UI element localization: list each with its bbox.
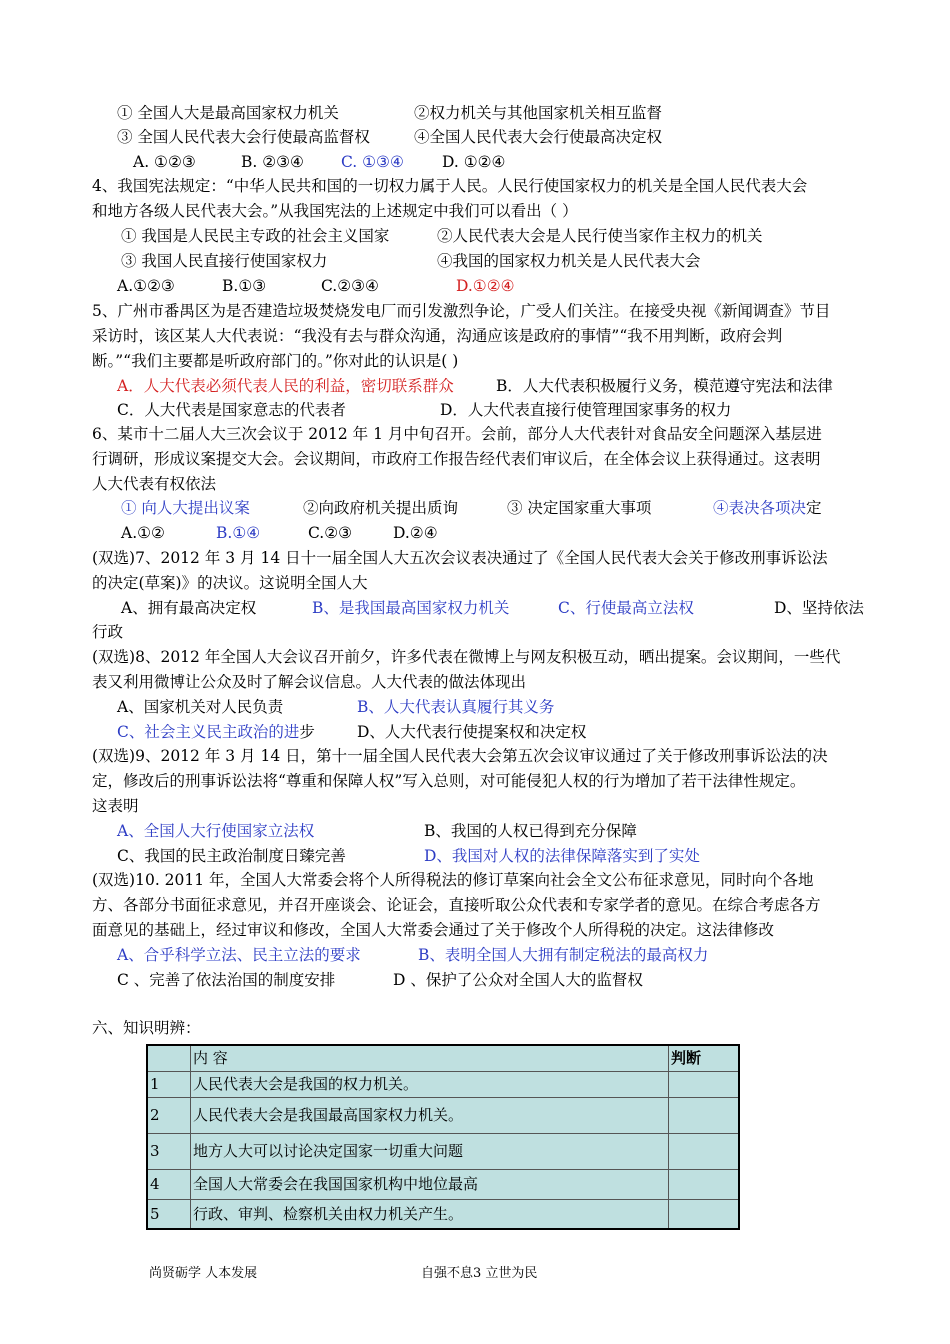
q6-option-2: ②向政府机关提出质询: [303, 499, 459, 517]
q6-option-4-highlight: ④表决各项决: [713, 499, 807, 517]
q9-choice-a: A、全国人大行使国家立法权: [117, 822, 315, 840]
q7-choice-b: B、是我国最高国家权力机关: [312, 599, 510, 617]
q10-choice-d: D 、保护了公众对全国人大的监督权: [393, 971, 643, 989]
q3-option-4: ④全国人民代表大会行使最高决定权: [414, 128, 663, 146]
table-row: [147, 1133, 739, 1169]
q10-line-1: (双选)10. 2011 年，全国人大常委会将个人所得税法的修订草案向社会全文公布征求意见，同时向个各地: [92, 871, 814, 889]
q8-choice-c-tail: 步: [299, 723, 315, 741]
q4-option-1: ① 我国是人民民主专政的社会主义国家: [121, 227, 390, 245]
q7-choice-c: C、行使最高立法权: [558, 599, 694, 617]
row-statement: 行政、审判、检察机关由权力机关产生。: [191, 1199, 669, 1229]
q4-option-4: ④我国的国家权力机关是人民代表大会: [437, 252, 701, 270]
footer-left: 尚贤砺学 人本发展: [149, 1266, 258, 1281]
q6-line-1: 6、某市十二届人大三次会议于 2012 年 1 月中旬召开。会前，部分人大代表针对食品安全问题深入基层进: [92, 425, 822, 443]
q9-line-1: (双选)9、2012 年 3 月 14 日，第十一届全国人民代表大会第五次会议审议通过了关于修改刑事诉讼法的决: [92, 747, 828, 765]
q8-choice-d: D、人大代表行使提案权和决定权: [357, 723, 587, 741]
q5-choice-a: A．人大代表必须代表人民的利益，密切联系群众: [117, 377, 454, 395]
row-judge-cell[interactable]: [669, 1071, 740, 1097]
q6-choice-a: A.①②: [121, 524, 165, 542]
q10-choice-c: C 、完善了依法治国的制度安排: [117, 971, 336, 989]
row-num: 4: [147, 1169, 191, 1199]
q9-line-3: 这表明: [92, 797, 139, 815]
q8-choice-c: [117, 722, 315, 742]
row-num: 1: [147, 1071, 191, 1097]
row-num: 2: [147, 1097, 191, 1133]
q7-choice-d: D、坚持依法: [774, 599, 864, 617]
q8-choice-b: B、人大代表认真履行其义务: [357, 698, 555, 716]
q6-line-2: 行调研，形成议案提交大会。会议期间，市政府工作报告经代表们审议后，在全体会议上获得通过。这表明: [92, 450, 821, 468]
q8-choice-a: A、国家机关对人民负责: [117, 698, 284, 716]
q9-choice-d: D、我国对人权的法律保障落实到了实处: [424, 847, 700, 865]
q3-choice-c: C. ①③④: [341, 153, 404, 171]
row-judge-cell[interactable]: [669, 1133, 740, 1169]
row-statement: 人民代表大会是我国的权力机关。: [191, 1071, 669, 1097]
row-statement: 人民代表大会是我国最高国家权力机关。: [191, 1097, 669, 1133]
q6-option-3: ③ 决定国家重大事项: [507, 499, 652, 517]
q10-choice-a: A、合乎科学立法、民主立法的要求: [117, 946, 361, 964]
q7-choice-d-cont: 行政: [92, 623, 124, 641]
q3-choice-a: A. ①②③: [133, 153, 196, 171]
q10-line-2: 方、各部分书面征求意见，并召开座谈会、论证会，直接听取公众代表和专家学者的意见。在综合考虑各方: [92, 896, 821, 914]
table-header-row: [147, 1045, 739, 1071]
q4-choice-b: B.①③: [222, 277, 267, 295]
q10-line-3: 面意见的基础上，经过审议和修改，全国人大常委会通过了关于修改个人所得税的决定。这法律修改: [92, 921, 775, 939]
q9-choice-b: B、我国的人权已得到充分保障: [424, 822, 637, 840]
q8-choice-c-highlight: C、社会主义民主政治的进: [117, 723, 300, 741]
q9-choice-c: C、我国的民主政治制度日臻完善: [117, 847, 346, 865]
q3-choice-b: B. ②③④: [241, 153, 304, 171]
q6-choice-c: C.②③: [308, 524, 353, 542]
q3-option-3: ③ 全国人民代表大会行使最高监督权: [117, 128, 370, 146]
q3-option-1: ① 全国人大是最高国家权力机关: [117, 104, 339, 122]
q3-option-2: ②权力机关与其他国家机关相互监督: [414, 104, 663, 122]
q4-choice-a: A.①②③: [117, 277, 175, 295]
q5-line-2: 采访时，该区某人大代表说：“我没有去与群众沟通，沟通应该是政府的事情”“我不用判断，政府会判: [92, 327, 783, 345]
q6-choice-d: D.②④: [393, 524, 438, 542]
q6-line-3: 人大代表有权依法: [92, 475, 217, 493]
q8-line-1: (双选)8、2012 年全国人大会议召开前夕，许多代表在微博上与网友积极互动，晒出提案。会议期间，一些代: [92, 648, 841, 666]
row-num: 5: [147, 1199, 191, 1229]
q7-line-1: (双选)7、2012 年 3 月 14 日十一届全国人大五次会议表决通过了《全国人民代表大会关于修改刑事诉讼法: [92, 549, 828, 567]
row-statement: 全国人大常委会在我国国家机构中地位最高: [191, 1169, 669, 1199]
q5-line-3: 断。”“我们主要都是听政府部门的。”你对此的认识是( ): [92, 352, 459, 370]
q4-line-1: 4、我国宪法规定：“中华人民共和国的一切权力属于人民。人民行使国家权力的机关是全国人民代表大会: [92, 177, 808, 195]
q6-choice-b: B.①④: [216, 524, 261, 542]
knowledge-table: [146, 1044, 740, 1230]
q3-choice-d: D. ①②④: [442, 153, 506, 171]
footer-right: 自强不息3 立世为民: [421, 1266, 538, 1281]
q6-option-4-tail: 定: [806, 499, 822, 517]
table-row: [147, 1071, 739, 1097]
header-num-cell: [147, 1045, 191, 1071]
q4-option-3: ③ 我国人民直接行使国家权力: [121, 252, 328, 270]
q4-choice-d: D.①②④: [456, 277, 515, 295]
q4-choice-c: C.②③④: [321, 277, 379, 295]
q7-line-2: 的决定(草案)》的决议。这说明全国人大: [92, 574, 368, 592]
q4-line-2: 和地方各级人民代表大会。”从我国宪法的上述规定中我们可以看出（ ）: [92, 202, 578, 220]
table-row: [147, 1097, 739, 1133]
q6-option-1: ① 向人大提出议案: [121, 499, 250, 517]
q10-choice-b: B、表明全国人大拥有制定税法的最高权力: [418, 946, 709, 964]
table-row: [147, 1169, 739, 1199]
q5-choice-d: D．人大代表直接行使管理国家事务的权力: [440, 401, 732, 419]
q7-choice-a: A、拥有最高决定权: [121, 599, 257, 617]
q4-option-2: ②人民代表大会是人民行使当家作主权力的机关: [437, 227, 763, 245]
q9-line-2: 定，修改后的刑事诉讼法将“尊重和保障人权”写入总则，对可能侵犯人权的行为增加了若干法律性规定。: [92, 772, 806, 790]
q5-choice-b: B．人大代表积极履行义务，模范遵守宪法和法律: [496, 377, 833, 395]
q5-choice-c: C．人大代表是国家意志的代表者: [117, 401, 346, 419]
table-row: [147, 1199, 739, 1229]
row-judge-cell[interactable]: [669, 1097, 740, 1133]
q5-line-1: 5、广州市番禺区为是否建造垃圾焚烧发电厂而引发激烈争论，广受人们关注。在接受央视《新闻调查》节目: [92, 302, 831, 320]
row-judge-cell[interactable]: [669, 1169, 740, 1199]
section-6-title: 六、知识明辨：: [92, 1019, 201, 1037]
row-statement: 地方人大可以讨论决定国家一切重大问题: [191, 1133, 669, 1169]
header-judge-cell: 判断: [669, 1045, 740, 1071]
q6-option-4: [713, 498, 822, 518]
row-judge-cell[interactable]: [669, 1199, 740, 1229]
row-num: 3: [147, 1133, 191, 1169]
header-content-cell: 内 容: [191, 1045, 669, 1071]
q8-line-2: 表又利用微博让公众及时了解会议信息。人大代表的做法体现出: [92, 673, 527, 691]
